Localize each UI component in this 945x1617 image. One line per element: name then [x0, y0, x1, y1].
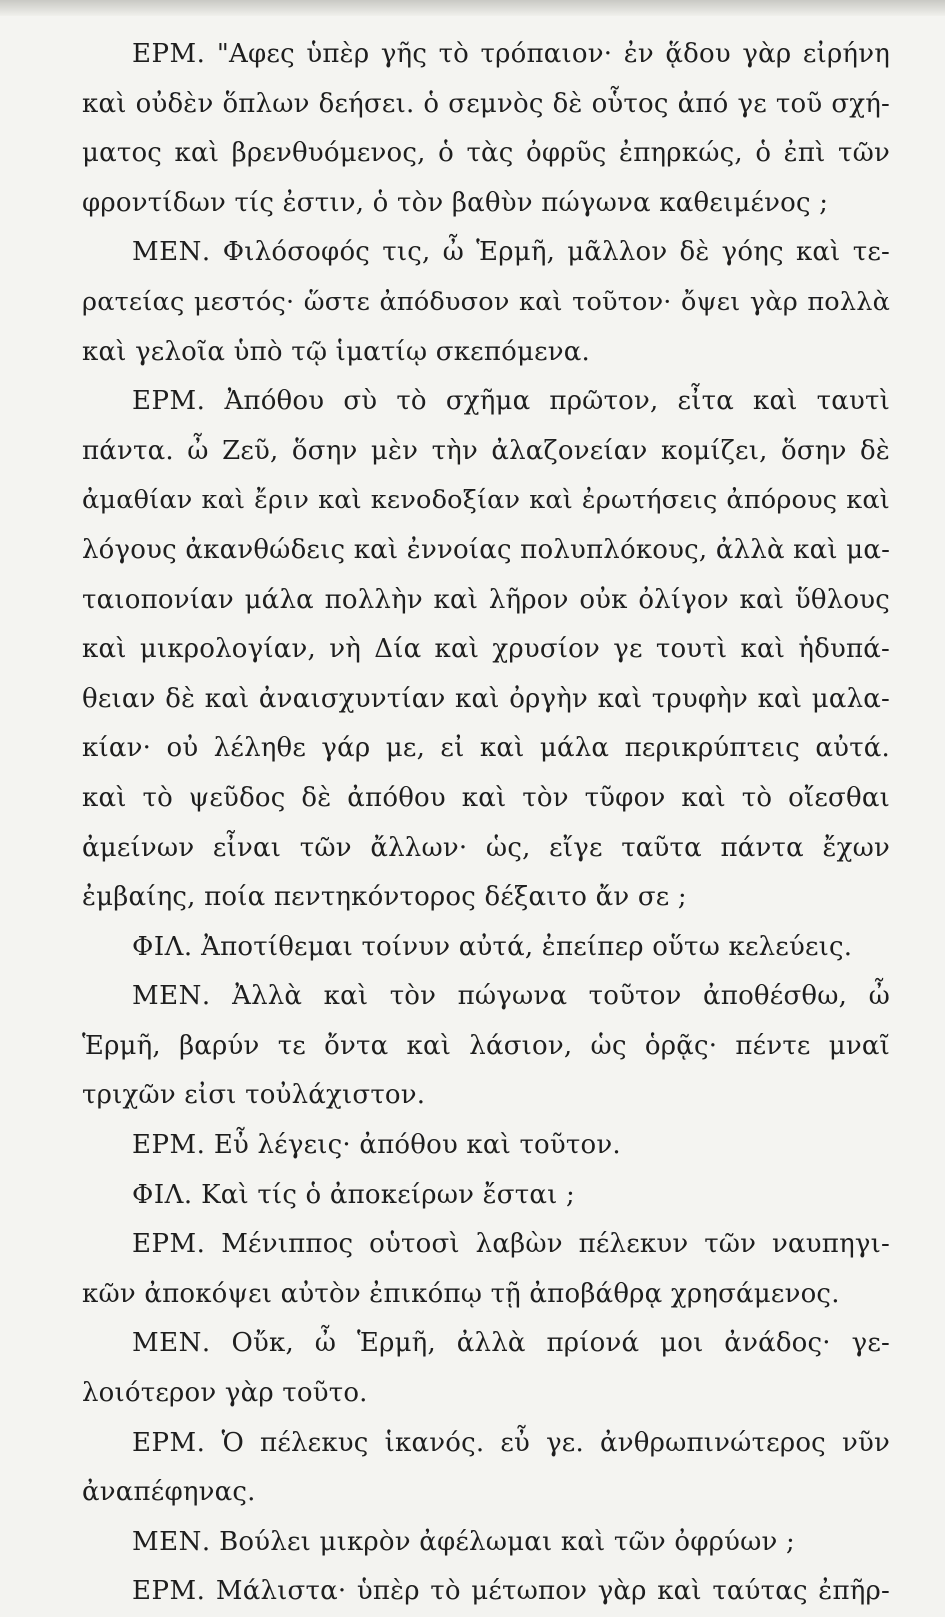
- line-text: τριχῶν εἰσι τοὐλάχιστον.: [82, 1080, 426, 1111]
- line-text: "Αφες ὑπὲρ γῆς τὸ τρόπαιον· ἐν ᾅδου γὰρ εἰρήνη: [216, 39, 890, 69]
- line-text: ἀμαθίαν καὶ ἔριν καὶ κενοδοξίαν καὶ ἐρωτήσεις ἀπόρους καὶ: [82, 485, 890, 516]
- speaker-label: ΕΡΜ.: [132, 39, 206, 69]
- line-text: φροντίδων τίς ἐστιν, ὁ τὸν βαθὺν πώγωνα καθειμένος ;: [82, 187, 829, 218]
- text-line: [82, 923, 890, 973]
- text-line: [82, 576, 890, 626]
- speaker-label: ΜΕΝ.: [132, 237, 211, 268]
- text-line: [82, 30, 890, 80]
- text-line: [82, 328, 890, 378]
- line-text: ἀναπέφηνας.: [82, 1477, 256, 1508]
- line-text: Μάλιστα· ὑπὲρ τὸ μέτωπον γὰρ καὶ ταύτας ἐπῆρ-: [215, 1576, 890, 1607]
- line-text: ἀμείνων εἶναι τῶν ἄλλων· ὡς, εἴγε ταῦτα πάντα ἔχων: [82, 832, 890, 863]
- line-text: λόγους ἀκανθώδεις καὶ ἐννοίας πολυπλόκους, ἀλλὰ καὶ μα-: [82, 534, 891, 565]
- text-line: [82, 1567, 890, 1617]
- text-line: [82, 1071, 890, 1121]
- speaker-label: ΕΡΜ.: [132, 386, 206, 417]
- speaker-label: ΦΙΛ.: [132, 931, 193, 962]
- text-line: [82, 625, 890, 675]
- text-line: [82, 1468, 890, 1518]
- text-line: [82, 526, 890, 576]
- speaker-label: ΜΕΝ.: [132, 1526, 211, 1557]
- speaker-label: ΜΕΝ.: [132, 1328, 211, 1359]
- text-line: [82, 824, 890, 874]
- line-text: Βούλει μικρὸν ἀφέλωμαι καὶ τῶν ὀφρύων ;: [219, 1526, 795, 1557]
- speaker-label: ΕΡΜ.: [132, 1427, 206, 1458]
- speaker-label: ΜΕΝ.: [132, 981, 211, 1012]
- text-line: [82, 179, 890, 229]
- text-line: [82, 972, 890, 1022]
- line-text: κίαν· οὐ λέληθε γάρ με, εἰ καὶ μάλα περικρύπτεις αὐτά.: [82, 733, 890, 764]
- text-line: [82, 80, 890, 130]
- line-text: Μένιππος οὑτοσὶ λαβὼν πέλεκυν τῶν ναυπηγι-: [221, 1229, 890, 1260]
- line-text: ματος καὶ βρενθυόμενος, ὁ τὰς ὀφρῦς ἐπηρκώς, ὁ ἐπὶ τῶν: [82, 138, 890, 169]
- text-line: [82, 1369, 890, 1419]
- line-text: καὶ γελοῖα ὑπὸ τῷ ἱματίῳ σκεπόμενα.: [82, 336, 590, 367]
- dialogue-text: [82, 30, 890, 1617]
- text-line: [82, 1121, 890, 1171]
- text-line: [82, 278, 890, 328]
- line-text: καὶ μικρολογίαν, νὴ Δία καὶ χρυσίον γε τουτὶ καὶ ἡδυπά-: [82, 634, 890, 665]
- line-text: Φιλόσοφός τις, ὦ Ἑρμῆ, μᾶλλον δὲ γόης καὶ τε-: [222, 237, 890, 268]
- line-text: πάντα. ὦ Ζεῦ, ὅσην μὲν τὴν ἀλαζονείαν κομίζει, ὅσην δὲ: [82, 435, 890, 466]
- text-line: [82, 675, 890, 725]
- text-line: [82, 1419, 890, 1469]
- text-line: [82, 774, 890, 824]
- line-text: ταιοπονίαν μάλα πολλὴν καὶ λῆρον οὐκ ὀλίγον καὶ ὕθλους: [82, 584, 890, 615]
- line-text: θειαν δὲ καὶ ἀναισχυντίαν καὶ ὀργὴν καὶ τρυφὴν καὶ μαλα-: [82, 683, 890, 714]
- text-line: [82, 724, 890, 774]
- line-text: Καὶ τίς ὁ ἀποκείρων ἔσται ;: [201, 1179, 575, 1210]
- line-text: Ἀποτίθεμαι τοίνυν αὐτά, ἐπείπερ οὕτω κελεύεις.: [201, 931, 853, 962]
- line-text: Ἑρμῆ, βαρύν τε ὄντα καὶ λάσιον, ὡς ὁρᾷς· πέντε μναῖ: [82, 1030, 890, 1061]
- page-top-edge: [0, 0, 945, 16]
- text-line: [82, 1319, 890, 1369]
- text-line: [82, 1022, 890, 1072]
- text-line: [82, 1518, 890, 1568]
- text-line: [82, 377, 890, 427]
- line-text: καὶ τὸ ψεῦδος δὲ ἀπόθου καὶ τὸν τῦφον καὶ τὸ οἴεσθαι: [82, 782, 890, 813]
- line-text: Οὔκ, ὦ Ἑρμῆ, ἀλλὰ πρίονά μοι ἀνάδος· γε-: [231, 1328, 891, 1359]
- text-line: [82, 427, 890, 477]
- text-line: [82, 1270, 890, 1320]
- line-text: Ἀπόθου σὺ τὸ σχῆμα πρῶτον, εἶτα καὶ ταυτὶ: [224, 386, 890, 417]
- line-text: λοιότερον γὰρ τοῦτο.: [82, 1378, 368, 1409]
- line-text: ἐμβαίης, ποία πεντηκόντορος δέξαιτο ἄν σε ;: [82, 882, 687, 913]
- speaker-label: ΦΙΛ.: [132, 1179, 193, 1210]
- line-text: Ὁ πέλεκυς ἱκανός. εὖ γε. ἀνθρωπινώτερος νῦν: [221, 1427, 890, 1458]
- line-text: Εὖ λέγεις· ἀπόθου καὶ τοῦτον.: [213, 1130, 621, 1161]
- line-text: κῶν ἀποκόψει αὐτὸν ἐπικόπῳ τῇ ἀποβάθρᾳ χρησάμενος.: [82, 1278, 840, 1309]
- text-line: [82, 1220, 890, 1270]
- speaker-label: ΕΡΜ.: [132, 1576, 206, 1607]
- line-text: ρατείας μεστός· ὥστε ἀπόδυσον καὶ τοῦτον· ὄψει γὰρ πολλὰ: [82, 286, 890, 317]
- text-line: [82, 1171, 890, 1221]
- text-line: [82, 476, 890, 526]
- line-text: καὶ οὐδὲν ὅπλων δεήσει. ὁ σεμνὸς δὲ οὗτος ἀπό γε τοῦ σχή-: [82, 88, 890, 119]
- speaker-label: ΕΡΜ.: [132, 1130, 206, 1161]
- text-line: [82, 129, 890, 179]
- text-line: [82, 873, 890, 923]
- text-line: [82, 228, 890, 278]
- speaker-label: ΕΡΜ.: [132, 1229, 206, 1260]
- line-text: Ἀλλὰ καὶ τὸν πώγωνα τοῦτον ἀποθέσθω, ὦ: [232, 981, 890, 1012]
